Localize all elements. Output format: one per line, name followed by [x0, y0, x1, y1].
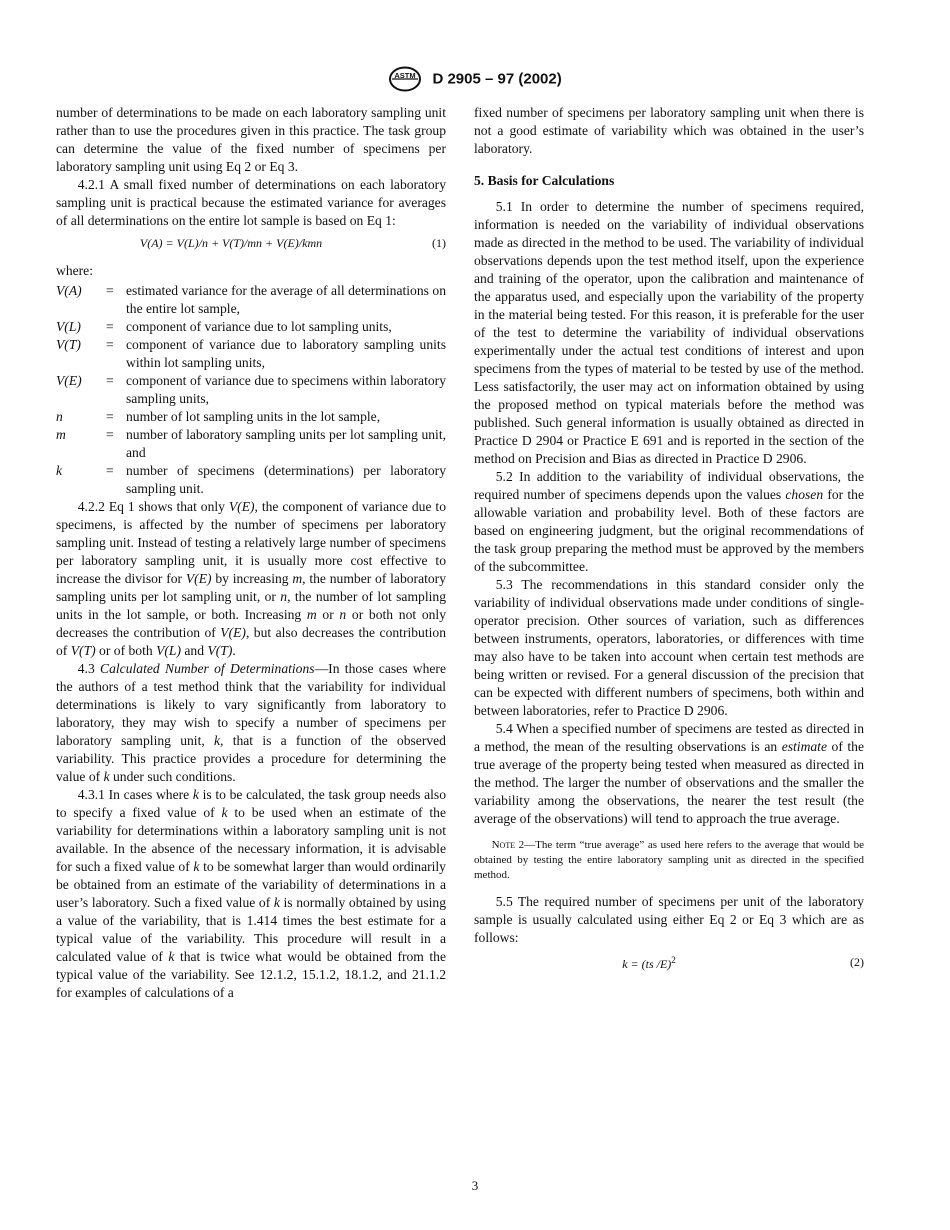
section-5-2: 5.2 In addition to the variability of individual observations, the required number of specimens depends upon the values chosen for the allowable variation and probability level. Both of these factors are based on engineering judgment, but the original recommendations of the task group preparing the method must be approved by the members of the subcommittee.: [474, 469, 864, 574]
definition-text: component of variance due to laboratory sampling units within lot sampling units,: [126, 337, 446, 370]
right-column: [474, 104, 864, 983]
definition-symbol: n: [56, 409, 63, 424]
equation-2-expression: k = (ts /E)$^2$: [622, 955, 676, 971]
definition-text: number of laboratory sampling units per lot sampling unit, and: [126, 427, 446, 460]
definition-symbol: m: [56, 427, 66, 442]
note-2: Note 2—The term “true average” as used here refers to the average that would be obtained by testing the entire laboratory sampling unit as directed in the specified method.: [474, 839, 864, 881]
section-5-1: 5.1 In order to determine the number of specimens required, information is needed on the variability of individual observations made as directed in the method to be used. The variability of individual observations depends upon the test method itself, upon the experience and training of the operator, upon the calibration and maintenance of the apparatus used, and especially upon the variability of the property in the material being tested. For this reason, it is preferable for the user of the test to determine the variability of individual observations experimentally under the actual test conditions of interest and upon specimens from the types of material to be tested by use of the method. Less satisfactorily, the user may act on information obtained by using the proposed method on typical materials before the method was published. Such general information is usually obtained as directed in Practice D 2904 or Practice E 691 and is reported in the section of the method on Precision and Bias as directed in Practice D 2906.: [474, 199, 864, 466]
astm-logo-icon: [388, 66, 422, 92]
definition-equals: =: [106, 283, 114, 298]
definition-symbol: k: [56, 463, 63, 478]
section-5-4: 5.4 When a specified number of specimens are tested as directed in a method, the mean of the resulting observations is an estimate of the true average of the property being tested when measured as directed in the method. The larger the number of observations and the smaller the variability among the observations, the nearer the test result (the average of the observations) will tend to approach the true average.: [474, 721, 864, 826]
equation-1-number: (1): [432, 236, 446, 250]
definition-text: component of variance due to specimens within laboratory sampling units,: [126, 373, 446, 406]
definition-text: number of lot sampling units in the lot sample,: [126, 409, 381, 424]
definition-symbol: V(T): [56, 337, 81, 352]
definition-symbol: V(A): [56, 283, 82, 298]
variable-definitions: [56, 282, 446, 498]
page-number: 3: [471, 1178, 479, 1193]
section-4-2-2: 4.2.2 Eq 1 shows that only V(E), the component of variance due to specimens, is affected by the number of specimens per laboratory sampling unit. Instead of testing a relatively large number of specimens per laboratory sampling unit, it is usually more cost effective to increase the divisor for V(E) by increasing m, the number of laboratory sampling units per lot sampling unit, or n, the number of lot sampling units in the lot sample, or both. Increasing m or n or both not only decreases the contribution of V(E), but also decreases the contribution of V(T) or of both V(L) and V(T).: [56, 499, 447, 658]
definition-text: component of variance due to lot sampling units,: [126, 319, 392, 334]
definition-row: [56, 408, 446, 426]
definition-equals: =: [106, 337, 114, 352]
definition-text: number of specimens (determinations) per laboratory sampling unit.: [126, 463, 446, 496]
definition-row: [56, 426, 446, 462]
right-paragraph-1: fixed number of specimens per laboratory sampling unit when there is not a good estimate of variability which was obtained in the user’s laboratory.: [474, 105, 864, 156]
page-header: [0, 66, 950, 92]
definition-equals: =: [106, 463, 114, 478]
section-4-2-1: 4.2.1 A small fixed number of determinations on each laboratory sampling unit is practical because the estimated variance for averages of all determinations on the entire lot sample is based on Eq 1:: [56, 177, 446, 228]
where-label: where:: [56, 263, 93, 278]
definition-equals: =: [106, 409, 114, 424]
astm-logo-text: ASTM: [394, 71, 416, 80]
equation-2-number: (2): [850, 955, 864, 969]
definition-symbol: V(E): [56, 373, 82, 388]
definition-symbol: V(L): [56, 319, 81, 334]
section-4-3: 4.3 Calculated Number of Determinations—In those cases where the authors of a test method think that the variability for individual determinations is likely to vary significantly from laboratory to laboratory, they may wish to specify a number of specimens per laboratory sampling unit, k, that is a function of the observed variability. This practice provides a procedure for determining the value of k under such conditions.: [56, 661, 446, 784]
section-5-5: 5.5 The required number of specimens per unit of the laboratory sample is usually calculated using either Eq 2 or Eq 3 which are as follows:: [474, 894, 864, 945]
definition-equals: =: [106, 373, 114, 388]
left-paragraph-1: number of determinations to be made on each laboratory sampling unit rather than to use the procedures given in this practice. The task group can determine the value of the fixed number of specimens per laboratory sampling unit using Eq 2 or Eq 3.: [56, 105, 446, 174]
left-column: [56, 104, 446, 1002]
equation-2: [474, 951, 864, 973]
definition-text: estimated variance for the average of all determinations on the entire lot sample,: [126, 283, 446, 316]
definition-row: [56, 318, 446, 336]
section-5-3: 5.3 The recommendations in this standard consider only the variability of individual observations made under conditions of single-operator precision. Other sources of variation, such as differences between instruments, operators, laboratories, or differences with time may also have to be taken into account when certain test methods are being written or revised. For a general discussion of the precision that can be expected with different numbers of specimens, both within and between laboratories, refer to Practice D 2906.: [474, 577, 864, 718]
equation-1-expression: V(A) = V(L)/n + V(T)/mn + V(E)/kmn: [139, 236, 323, 250]
definition-equals: =: [106, 427, 114, 442]
definition-equals: =: [106, 319, 114, 334]
definition-row: [56, 282, 446, 318]
document-id: D 2905 – 97 (2002): [432, 70, 562, 88]
definition-row: [56, 462, 446, 498]
definition-row: [56, 336, 446, 372]
equation-1: [56, 234, 446, 252]
definition-row: [56, 372, 446, 408]
section-5-heading: 5. Basis for Calculations: [474, 173, 615, 188]
section-4-3-1: 4.3.1 In cases where k is to be calculated, the task group needs also to specify a fixed value of k to be used when an estimate of the variability for determinations within a laboratory sampling unit is not available. In the absence of the necessary information, it is advisable for such a fixed value of k to be somewhat larger than would ordinarily be obtained from an estimate of the variability of determinations in a user’s laboratory. Such a fixed value of k is normally obtained by using a value of the variability, that is 1.414 times the best estimate for a typical value of the variability. This procedure will result in a calculated value of k that is twice what would be obtained from the typical value of the variability. See 12.1.2, 15.1.2, 18.1.2, and 21.1.2 for examples of calculations of a: [56, 787, 446, 1000]
